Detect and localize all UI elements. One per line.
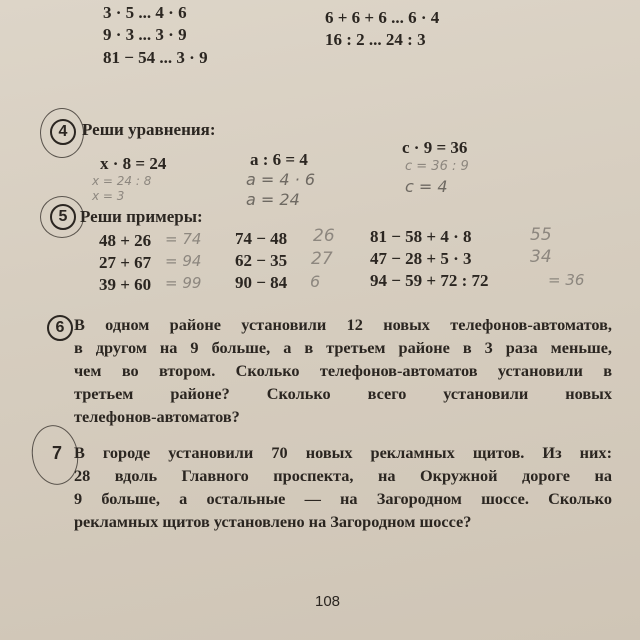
comparison-expression: 6 + 6 + 6 ... 6 · 4	[325, 8, 440, 27]
text-line: 28 вдоль Главного проспекта, на Окружной дороге на	[74, 466, 612, 485]
task-number-5: 5	[50, 204, 76, 230]
handwritten-answer: 27	[311, 249, 333, 269]
example-expression: 39 + 60	[99, 275, 152, 294]
equation: c · 9 = 36	[402, 138, 468, 157]
handwritten-answer: 55	[530, 225, 552, 245]
example-expression: 94 − 59 + 72 : 72	[370, 271, 489, 290]
task-number-4: 4	[50, 119, 76, 145]
task-heading: Реши уравнения:	[82, 120, 216, 139]
text-line: чем во втором. Сколько телефонов-автоматов установили в	[74, 361, 612, 380]
example-expression: 74 − 48	[235, 229, 288, 248]
handwritten-answer: = 99	[165, 274, 202, 292]
example-expression: 81 − 58 + 4 · 8	[370, 227, 472, 246]
example-expression: 47 − 28 + 5 · 3	[370, 249, 472, 268]
handwritten-answer: = 74	[165, 230, 202, 248]
equation: a : 6 = 4	[250, 150, 308, 169]
handwritten-answer: a = 4 · 6	[246, 170, 315, 189]
handwritten-answer: = 36	[548, 271, 585, 289]
comparison-expression: 3 · 5 ... 4 · 6	[103, 3, 187, 22]
text-line: телефонов-автоматов?	[74, 407, 240, 426]
text-line: В городе установили 70 новых рекламных щитов. Из них:	[74, 443, 612, 462]
page-number: 108	[315, 593, 341, 610]
task-heading: Реши примеры:	[80, 207, 203, 226]
equation: x · 8 = 24	[100, 154, 167, 173]
task-number-7: 7	[51, 443, 62, 463]
handwritten-answer: c = 36 : 9	[405, 159, 469, 174]
task-6-text	[74, 313, 612, 428]
comparison-expression: 16 : 2 ... 24 : 3	[325, 30, 426, 49]
task-number-6: 6	[47, 315, 73, 341]
handwritten-answer: 34	[530, 247, 552, 267]
text-line: рекламных щитов установлено на Загородном шоссе?	[74, 512, 472, 531]
text-line: третьем районе? Сколько всего установили новых	[74, 384, 612, 403]
comparison-expression: 9 · 3 ... 3 · 9	[103, 25, 187, 44]
comparison-expression: 81 − 54 ... 3 · 9	[103, 48, 208, 67]
handwritten-answer: a = 24	[246, 190, 300, 209]
handwritten-answer: x = 24 : 8	[92, 174, 152, 188]
example-expression: 27 + 67	[99, 253, 152, 272]
example-expression: 48 + 26	[99, 231, 152, 250]
text-line: В одном районе установили 12 новых телефонов-автоматов,	[74, 315, 612, 334]
handwritten-answer: 6	[310, 272, 321, 291]
handwritten-answer: c = 4	[405, 177, 448, 196]
example-expression: 90 − 84	[235, 273, 288, 292]
example-expression: 62 − 35	[235, 251, 288, 270]
text-line: в другом на 9 больше, а в третьем районе в 3 раза меньше,	[74, 338, 612, 357]
task-7-text	[74, 441, 612, 533]
text-line: 9 больше, а остальные — на Загородном шоссе. Сколько	[74, 489, 612, 508]
handwritten-answer: x = 3	[92, 189, 125, 203]
handwritten-answer: 26	[313, 226, 335, 246]
handwritten-answer: = 94	[165, 252, 202, 270]
